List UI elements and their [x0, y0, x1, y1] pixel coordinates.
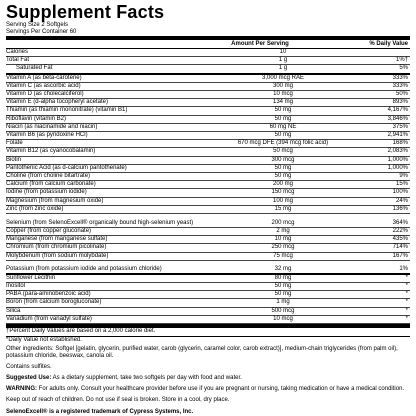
nutrient-daily-value: 168%: [392, 140, 408, 147]
nutrient-row: [6, 283, 410, 291]
nutrient-row: [6, 91, 410, 99]
nutrient-daily-value: 136%: [392, 205, 408, 212]
nutrient-row: [6, 107, 410, 115]
nutrient-name: Calcium (from calcium carbonate): [6, 181, 96, 188]
nutrient-row: [6, 206, 410, 214]
nutrient-row: [6, 157, 410, 165]
nutrient-amount: 3,000 mcg RAE: [261, 74, 305, 81]
nutrient-row: [6, 116, 410, 124]
nutrient-row: [6, 189, 410, 197]
percent-footnote: †Percent Daily Values are based on a 2,000 calorie diet.: [6, 328, 410, 337]
nutrient-daily-value: 1,000%: [387, 164, 408, 171]
nutrient-name: Riboflavin (vitamin B2): [6, 115, 67, 122]
nutrient-name: Folate: [6, 140, 23, 147]
nutrient-daily-value: *: [405, 274, 408, 281]
nutrient-name: Potassium (from potassium iodide and potassium chloride): [6, 265, 162, 272]
nutrient-row: [6, 253, 410, 261]
nutrient-name: Magnesium (from magnesium oxide): [6, 197, 104, 204]
nutrient-amount: 32 mg: [274, 265, 292, 272]
nutrient-row: [6, 75, 410, 83]
nutrient-name: Vanadium (from vanadyl sulfate): [6, 315, 92, 322]
warning: [6, 386, 410, 393]
nutrient-list: [6, 49, 410, 324]
nutrient-name: Vitamin B12 (as cyanocobalamin): [6, 148, 96, 155]
nutrient-amount: 50 mg: [274, 164, 292, 171]
serving-size: Serving Size 2 Softgels: [6, 22, 69, 28]
nutrient-name: Zinc (from zinc oxide): [6, 205, 64, 212]
nutrient-row: [6, 99, 410, 107]
suggested-use: [6, 375, 410, 382]
warning-label: WARNING:: [6, 386, 37, 393]
nutrient-row: [6, 65, 410, 74]
nutrient-name: Niacin (as niacinamide and niacin): [6, 123, 98, 130]
warning-text: For adults only. Consult your healthcare provider before use if you are pregnant or nursing, taking medication or have a medical condition.: [37, 386, 405, 393]
nutrient-name: Iodine (from potassium iodide): [6, 189, 87, 196]
nutrient-row: [6, 236, 410, 244]
nutrient-daily-value: 4,167%: [387, 107, 408, 114]
nutrient-amount: 60 mg NE: [269, 123, 297, 130]
nutrient-row: [6, 173, 410, 181]
nutrient-amount: 200 mcg: [271, 219, 295, 226]
nutrient-name: Vitamin A (as beta-carotene): [6, 74, 82, 81]
nutrient-name: Inositol: [6, 283, 26, 290]
nutrient-daily-value: *: [405, 283, 408, 290]
nutrient-amount: 50 mg: [274, 115, 292, 122]
nutrient-row: [6, 214, 410, 228]
nutrient-daily-value: 893%: [392, 99, 408, 106]
nutrient-amount: 50 mg: [274, 173, 292, 180]
nutrient-name: Vitamin B6 (as pyridoxine HCl): [6, 132, 88, 139]
storage-statement: Keep out of reach of children. Do not use if seal is broken. Store in a cool, dry place.: [6, 397, 230, 404]
nutrient-name: Vitamin E (d-alpha tocopheryl acetate): [6, 99, 108, 106]
nutrient-name: Total Fat: [6, 57, 30, 64]
nutrient-amount: 250 mcg: [271, 244, 295, 251]
nutrient-daily-value: 3,846%: [387, 115, 408, 122]
nutrient-amount: 300 mcg: [271, 156, 295, 163]
amount-header: Amount Per Serving: [231, 41, 289, 47]
nutrient-row: [6, 124, 410, 132]
nutrient-row: [6, 49, 410, 57]
nutrient-amount: 500 mcg: [271, 307, 295, 314]
nutrient-name: Biotin: [6, 156, 22, 163]
nutrient-amount: 150 mcg: [271, 189, 295, 196]
nutrient-amount: 50 mg: [274, 291, 292, 298]
nutrient-row: [6, 132, 410, 140]
nutrient-row: [6, 228, 410, 236]
nutrient-name: Sunflower Lecithin: [6, 274, 56, 281]
nutrient-daily-value: *: [405, 307, 408, 314]
nutrient-amount: 2 mg: [276, 228, 290, 235]
nutrient-name: PABA (para-aminobenzoic acid): [6, 291, 91, 298]
nutrient-daily-value: 714%: [392, 244, 408, 251]
nutrient-daily-value: 333%: [392, 82, 408, 89]
nutrient-amount: 50 mcg: [273, 148, 293, 155]
nutrient-name: Chromium (from chromium picolinate): [6, 244, 107, 251]
nutrient-daily-value: 333%: [392, 74, 408, 81]
nutrient-daily-value: 435%: [392, 236, 408, 243]
nutrient-amount: 10: [279, 49, 287, 55]
nutrient-daily-value: 5%: [399, 65, 408, 72]
nutrient-daily-value: 2,941%: [387, 132, 408, 139]
nutrient-daily-value: 222%: [392, 228, 408, 235]
label-title: Supplement Facts: [6, 2, 165, 22]
trademark-statement: SelenoExcell® is a registered trademark of Cypress Systems, Inc.: [6, 409, 194, 416]
nutrient-amount: 50 mg: [274, 132, 292, 139]
nutrient-name: Vitamin D (as cholecalciferol): [6, 91, 84, 98]
nutrient-row: [6, 165, 410, 173]
nutrient-amount: 50 mg: [274, 283, 292, 290]
nutrient-daily-value: 1%: [399, 265, 408, 272]
nutrient-daily-value: 364%: [392, 219, 408, 226]
nutrient-amount: 1 g: [278, 57, 288, 64]
nutrient-row: [6, 83, 410, 91]
nutrient-amount: 10 mcg: [273, 315, 293, 322]
nutrient-amount: 10 mcg: [273, 91, 293, 98]
nutrient-daily-value: *: [405, 299, 408, 306]
nutrient-row: [6, 316, 410, 324]
column-header: [6, 40, 410, 49]
nutrient-name: Pantothenic Acid (as d-calcium pantothenate): [6, 164, 127, 171]
nutrient-row: [6, 291, 410, 299]
nutrient-amount: 1 mg: [276, 299, 290, 306]
nutrient-name: Calories: [6, 49, 29, 55]
nutrient-amount: 80 mg: [274, 274, 292, 281]
nutrient-daily-value: 1%†: [395, 57, 408, 64]
nutrient-row: [6, 275, 410, 283]
servings-per-container: Servings Per Container 60: [6, 29, 77, 35]
nutrient-daily-value: 1,000%: [387, 156, 408, 163]
dv-footnote: *Daily Value not established.: [6, 336, 82, 343]
nutrient-amount: 134 mg: [272, 99, 293, 106]
nutrient-amount: 50 mg: [274, 107, 292, 114]
nutrient-amount: 200 mg: [272, 181, 293, 188]
nutrient-name: Choline (from choline bitartrate): [6, 173, 91, 180]
contains-statement: Contains sulfites.: [6, 364, 52, 371]
nutrient-row: [6, 198, 410, 206]
nutrient-name: Thiamin (as thiamin mononitrate) (vitamin B1): [6, 107, 128, 114]
nutrient-row: [6, 148, 410, 156]
suggested-use-label: Suggested Use:: [6, 375, 52, 382]
nutrient-daily-value: *: [405, 315, 408, 322]
dv-header: % Daily Value: [369, 41, 408, 47]
nutrient-row: [6, 244, 410, 252]
nutrient-name: Saturated Fat: [16, 65, 53, 72]
nutrient-name: Copper (from copper gluconate): [6, 228, 92, 235]
nutrient-daily-value: 24%: [395, 197, 408, 204]
nutrient-daily-value: 375%: [392, 123, 408, 130]
nutrient-amount: 15 mg: [274, 205, 292, 212]
nutrient-amount: 100 mg: [272, 197, 293, 204]
other-ingredients: Other ingredients: Softgel [gelatin, glycerin, purified water, carob (glycerin, caramel color, carob extract)], medium-chain triglycerides (from palm oil), potassium chloride, beeswax, canola oil.: [6, 346, 398, 360]
nutrient-daily-value: 2,083%: [387, 148, 408, 155]
nutrient-row: [6, 57, 410, 65]
nutrient-daily-value: 9%: [399, 173, 408, 180]
nutrient-daily-value: 15%: [395, 181, 408, 188]
nutrient-row: [6, 261, 410, 275]
nutrient-daily-value: 100%: [392, 189, 408, 196]
nutrient-daily-value: 50%: [395, 91, 408, 98]
nutrient-amount: 1 g: [278, 65, 288, 72]
nutrient-name: Vitamin C (as ascorbic acid): [6, 82, 81, 89]
nutrient-name: Manganese (from manganese sulfate): [6, 236, 108, 243]
nutrient-daily-value: *: [405, 291, 408, 298]
nutrient-amount: 75 mcg: [273, 252, 293, 259]
nutrient-amount: 300 mg: [272, 82, 293, 89]
nutrient-name: Selenium (from SelenoExcell® organically bound high-selenium yeast): [6, 219, 194, 226]
nutrient-row: [6, 308, 410, 316]
nutrient-name: Molybdenum (from sodium molybdate): [6, 252, 109, 259]
nutrient-daily-value: 167%: [392, 252, 408, 259]
nutrient-row: [6, 181, 410, 189]
nutrient-amount: 670 mcg DFE (394 mcg folic acid): [237, 140, 329, 147]
nutrient-name: Silica: [6, 307, 21, 314]
nutrient-name: Boron (from calcium borogluconate): [6, 299, 102, 306]
nutrient-amount: 10 mg: [274, 236, 292, 243]
nutrient-row: [6, 140, 410, 148]
nutrient-row: [6, 299, 410, 307]
suggested-use-text: As a dietary supplement, take two softgels per day with food and water.: [51, 375, 242, 382]
